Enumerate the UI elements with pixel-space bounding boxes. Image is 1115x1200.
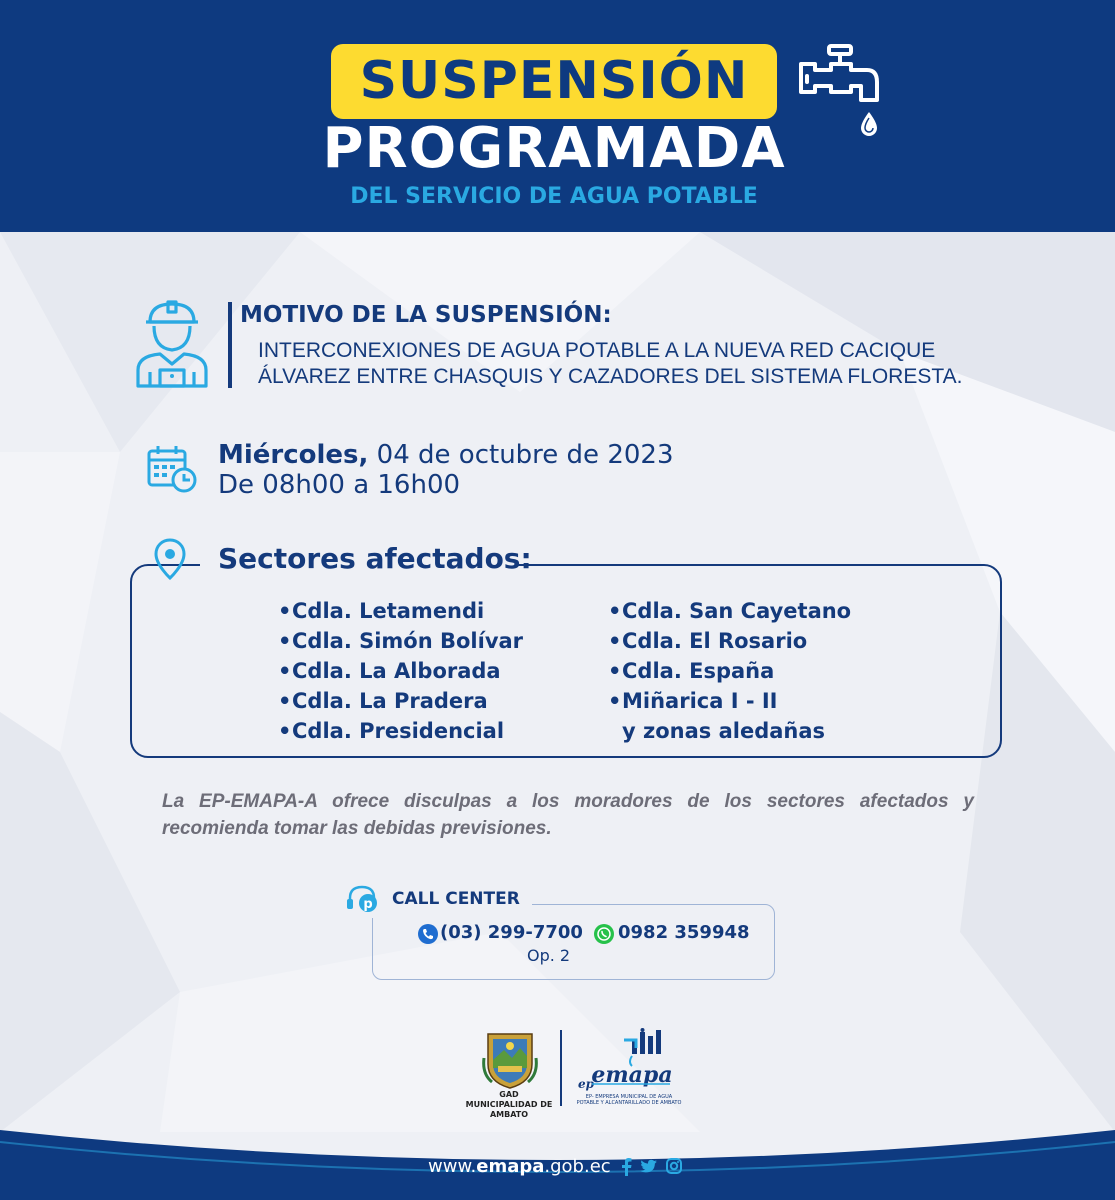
disclaimer-text: La EP-EMAPA-A ofrece disculpas a los moradores de los sectores afectados y recomienda tomar las debidas previsiones. bbox=[162, 791, 974, 839]
motivo-line-2: ÁLVAREZ ENTRE CHASQUIS Y CAZADORES DEL SISTEMA FLORESTA. bbox=[258, 365, 963, 388]
title-suspension: SUSPENSIÓN bbox=[359, 51, 749, 111]
list-item: •Cdla. El Rosario bbox=[608, 629, 808, 653]
sectors-title: Sectores afectados: bbox=[218, 542, 532, 575]
emapa-logo-subtitle: EP- EMPRESA MUNICIPAL DE AGUA POTABLE Y ALCANTARILLADO DE AMBATO bbox=[576, 1094, 682, 1106]
motivo-title: MOTIVO DE LA SUSPENSIÓN: bbox=[240, 302, 612, 328]
headset-icon bbox=[346, 884, 386, 916]
calendar-clock-icon bbox=[146, 444, 200, 494]
list-item: •Cdla. Presidencial bbox=[278, 719, 505, 743]
website-suffix: .gob.ec bbox=[544, 1156, 611, 1177]
location-pin-icon bbox=[154, 538, 186, 582]
schedule-day: Miércoles, bbox=[218, 440, 369, 470]
subtitle-service: DEL SERVICIO DE AGUA POTABLE bbox=[350, 184, 758, 209]
ambato-coat-of-arms-logo bbox=[482, 1028, 538, 1090]
instagram-icon[interactable] bbox=[666, 1158, 682, 1174]
motivo-line-1: INTERCONEXIONES DE AGUA POTABLE A LA NUEVA RED CACIQUE bbox=[258, 339, 936, 362]
call-center-option: Op. 2 bbox=[527, 946, 571, 965]
worker-icon bbox=[134, 298, 210, 388]
website-prefix: www. bbox=[428, 1156, 477, 1177]
emapa-logo bbox=[574, 1028, 684, 1096]
schedule-date bbox=[218, 440, 674, 470]
whatsapp-icon bbox=[594, 924, 614, 944]
sector-list-right bbox=[608, 596, 851, 746]
title-programada: PROGRAMADA bbox=[322, 116, 786, 181]
motivo-description bbox=[258, 338, 1018, 390]
faucet-icon bbox=[795, 42, 887, 146]
sector-list-left bbox=[278, 596, 523, 746]
phone-icon bbox=[418, 924, 438, 944]
website-domain: emapa bbox=[476, 1156, 545, 1177]
svg-text:ep: ep bbox=[577, 1077, 595, 1091]
list-item: •Cdla. Simón Bolívar bbox=[278, 629, 524, 653]
list-item: •Cdla. San Cayetano bbox=[608, 599, 852, 623]
facebook-icon[interactable] bbox=[620, 1158, 632, 1176]
website-link[interactable] bbox=[428, 1156, 611, 1177]
svg-text:p: p bbox=[363, 897, 373, 912]
list-item: •Cdla. Letamendi bbox=[278, 599, 485, 623]
svg-text:emapa: emapa bbox=[591, 1062, 673, 1088]
list-item: y zonas aledañas bbox=[622, 719, 826, 743]
call-center-title: CALL CENTER bbox=[392, 889, 520, 909]
list-item: •Cdla. La Pradera bbox=[278, 689, 488, 713]
schedule-date-text: 04 de octubre de 2023 bbox=[368, 440, 674, 470]
call-center-phone[interactable]: (03) 299-7700 bbox=[440, 922, 583, 943]
call-center-whatsapp[interactable]: 0982 359948 bbox=[618, 922, 750, 943]
list-item: •Cdla. La Alborada bbox=[278, 659, 501, 683]
logo-divider bbox=[560, 1030, 562, 1106]
list-item: •Miñarica I - II bbox=[608, 689, 778, 713]
twitter-icon[interactable] bbox=[640, 1159, 658, 1175]
motivo-divider bbox=[228, 302, 232, 388]
sectors-box bbox=[130, 564, 1002, 758]
list-item: •Cdla. España bbox=[608, 659, 775, 683]
gad-logo-label: GAD MUNICIPALIDAD DE AMBATO bbox=[465, 1090, 553, 1119]
schedule-time: De 08h00 a 16h00 bbox=[218, 470, 461, 500]
